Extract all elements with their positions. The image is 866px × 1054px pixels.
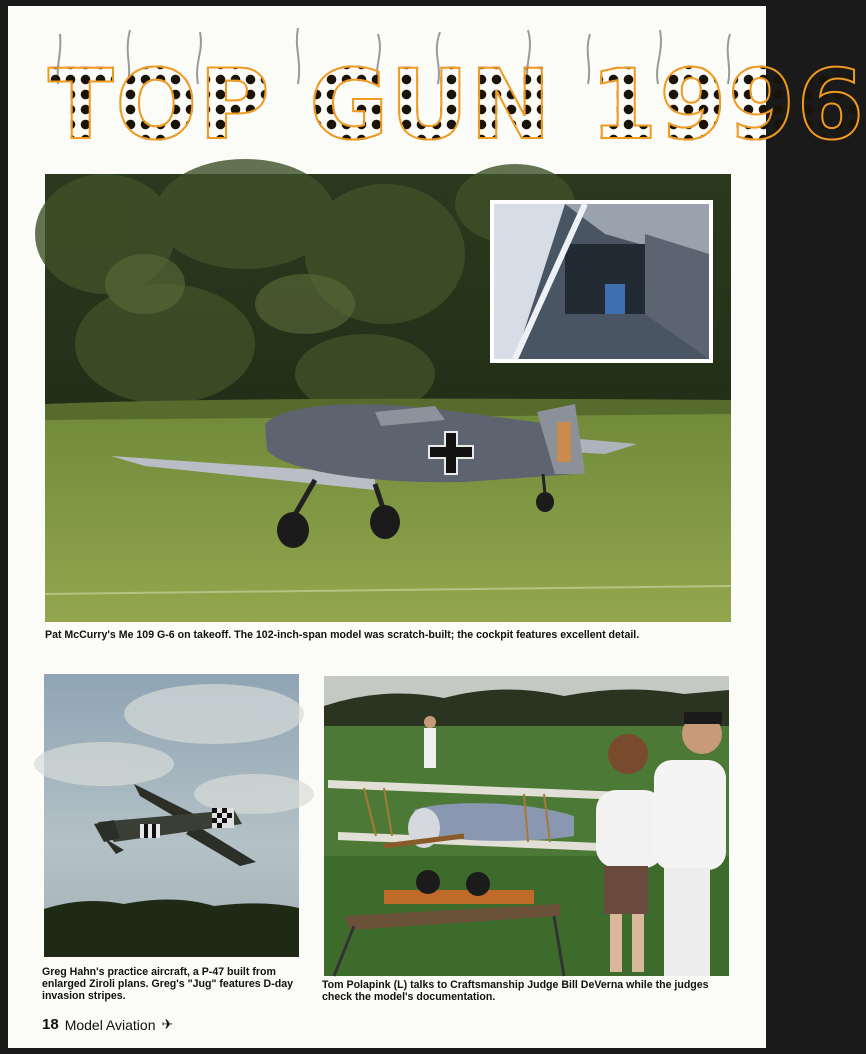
cockpit-inset bbox=[490, 200, 713, 363]
airplane-icon: ✈ bbox=[161, 1016, 174, 1032]
left-photo-caption: Greg Hahn's practice aircraft, a P-47 built from enlarged Ziroli plans. Greg's "Jug" features D-day invasion stripes. bbox=[42, 966, 293, 1002]
magazine-page bbox=[8, 6, 866, 1048]
biplane-judging-image bbox=[324, 676, 729, 976]
me109-takeoff-image bbox=[45, 174, 731, 622]
p47-flight-image bbox=[44, 674, 299, 957]
main-photo bbox=[45, 174, 731, 622]
page-number: 18 bbox=[42, 1016, 59, 1033]
right-photo bbox=[324, 676, 729, 976]
title-word-gun: GUN bbox=[309, 49, 553, 161]
page-title bbox=[48, 49, 866, 161]
page-footer bbox=[42, 1016, 173, 1033]
left-photo bbox=[44, 674, 299, 957]
magazine-name: Model Aviation bbox=[64, 1016, 156, 1033]
title-year: 1996 bbox=[590, 49, 866, 161]
title-word-top: TOP bbox=[48, 49, 272, 161]
right-photo-caption: Tom Polapink (L) talks to Craftsmanship Judge Bill DeVerna while the judges check the model's documentation. bbox=[322, 979, 709, 1003]
main-photo-caption: Pat McCurry's Me 109 G-6 on takeoff. The 102-inch-span model was scratch-built; the cockpit features excellent detail. bbox=[45, 629, 640, 641]
